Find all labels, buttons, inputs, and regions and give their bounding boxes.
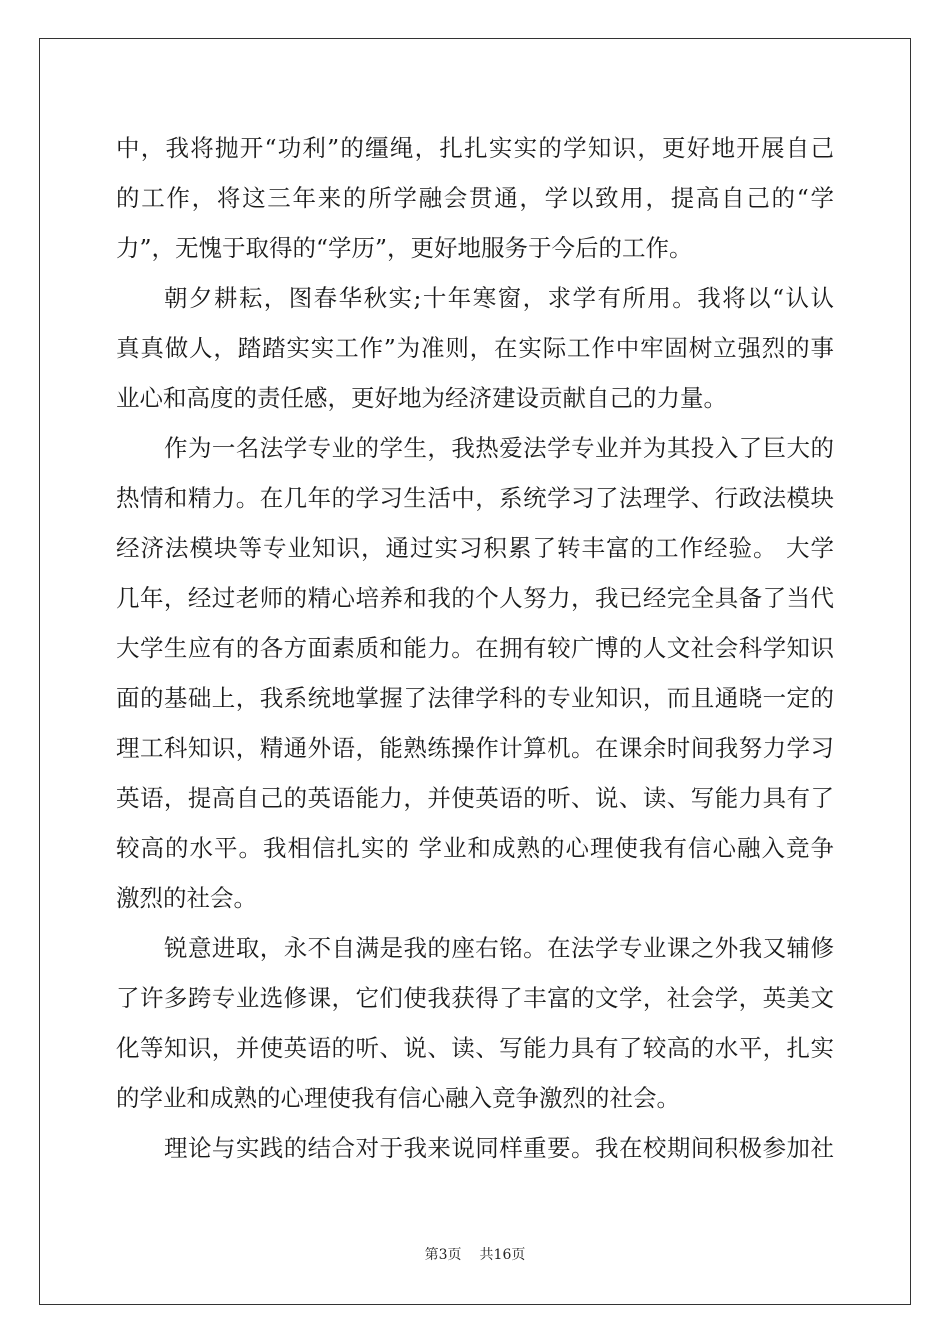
text-line: 大学生应有的各方面素质和能力。在拥有较广博的人文社会科学知识 <box>116 634 834 662</box>
text-line: 的工作，将这三年来的所学融会贯通，学以致用，提高自己的“学 <box>116 184 834 212</box>
text-line: 的学业和成熟的心理使我有信心融入竞争激烈的社会。 <box>116 1084 680 1112</box>
text-line: 中，我将抛开“功利”的缰绳，扎扎实实的学知识，更好地开展自己 <box>116 134 834 162</box>
text-line: 热情和精力。在几年的学习生活中，系统学习了法理学、行政法模块 <box>116 484 834 512</box>
text-line: 理工科知识，精通外语，能熟练操作计算机。在课余时间我努力学习 <box>116 734 834 762</box>
text-line: 化等知识，并使英语的听、说、读、写能力具有了较高的水平，扎实 <box>116 1034 834 1062</box>
text-line: 了许多跨专业选修课，它们使我获得了丰富的文学，社会学，英美文 <box>116 984 834 1012</box>
text-line: 业心和高度的责任感，更好地为经济建设贡献自己的力量。 <box>116 384 727 412</box>
text-line: 力”，无愧于取得的“学历”，更好地服务于今后的工作。 <box>116 234 693 262</box>
text-line: 真真做人，踏踏实实工作”为准则，在实际工作中牢固树立强烈的事 <box>116 334 834 362</box>
page-footer <box>0 1244 950 1264</box>
text-line: 面的基础上，我系统地掌握了法律学科的专业知识，而且通晓一定的 <box>116 684 834 712</box>
text-line: 经济法模块等专业知识，通过实习积累了转丰富的工作经验。 大学 <box>116 534 834 562</box>
paragraph-first-line: 朝夕耕耘，图春华秋实;十年寒窗，求学有所用。我将以“认认 <box>164 284 834 312</box>
paragraph-first-line: 作为一名法学专业的学生，我热爱法学专业并为其投入了巨大的 <box>164 434 834 462</box>
page-total: 共16页 <box>479 1247 526 1263</box>
text-line: 英语，提高自己的英语能力，并使英语的听、说、读、写能力具有了 <box>116 784 834 812</box>
text-line: 较高的水平。我相信扎实的 学业和成熟的心理使我有信心融入竞争 <box>116 834 834 862</box>
page-number: 第3页 <box>424 1247 462 1263</box>
text-line: 几年，经过老师的精心培养和我的个人努力，我已经完全具备了当代 <box>116 584 834 612</box>
paragraph-first-line: 理论与实践的结合对于我来说同样重要。我在校期间积极参加社 <box>164 1134 834 1162</box>
paragraph-first-line: 锐意进取，永不自满是我的座右铭。在法学专业课之外我又辅修 <box>164 934 834 962</box>
text-line: 激烈的社会。 <box>116 884 257 912</box>
